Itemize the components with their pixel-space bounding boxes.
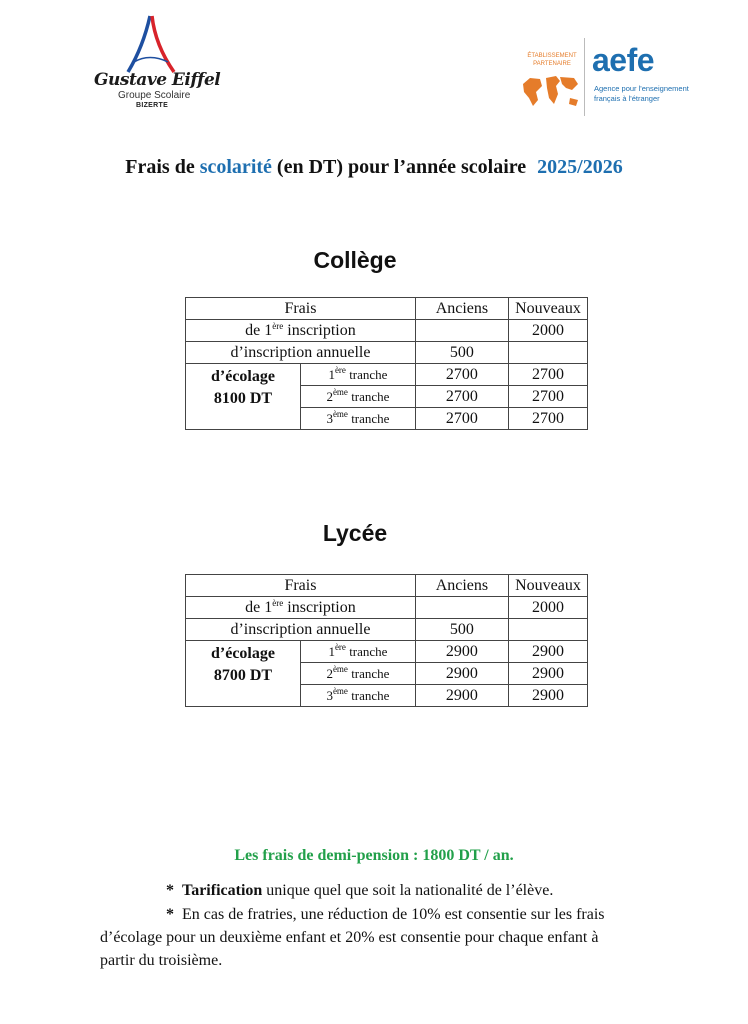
tranche-label: 2ème tranche [301, 663, 416, 685]
table-row [186, 320, 588, 342]
eiffel-tower-icon [92, 14, 222, 76]
tranche-label: 2ème tranche [301, 386, 416, 408]
college-fees-table [185, 297, 588, 430]
note-fratries-line3: partir du troisième. [100, 952, 223, 969]
cell-nouveaux: 2700 [508, 364, 587, 386]
aefe-agency-text: Agence pour l'enseignement français à l'étranger [594, 84, 689, 103]
cell-anciens: 500 [415, 619, 508, 641]
cell-nouveaux [508, 342, 587, 364]
note-tarification-bold: Tarification [182, 882, 263, 899]
cell-nouveaux: 2900 [508, 663, 587, 685]
cell-nouveaux: 2700 [508, 408, 587, 430]
ecolage-cell [186, 641, 301, 707]
note-fratries [100, 903, 700, 972]
first-inscription-label: de 1ère inscription [186, 597, 416, 619]
cell-anciens [415, 320, 508, 342]
aefe-logo [518, 38, 688, 118]
cell-anciens: 2900 [415, 685, 508, 707]
page-title [0, 156, 748, 179]
table-row [186, 364, 588, 386]
header-anciens: Anciens [415, 575, 508, 597]
note-tarification-text: unique quel que soit la nationalité de l’élève. [262, 882, 554, 899]
cell-nouveaux [508, 619, 587, 641]
lycee-heading: Lycée [322, 520, 388, 546]
cell-anciens: 2700 [415, 408, 508, 430]
ecolage-label: d’écolage [211, 368, 275, 385]
logo-divider [584, 38, 585, 116]
partner-badge-text: ÉTABLISSEMENT PARTENAIRE [527, 53, 577, 67]
header-nouveaux: Nouveaux [508, 298, 587, 320]
note-star: * [166, 882, 174, 899]
college-heading: Collège [313, 247, 397, 273]
logo-city: BIZERTE [136, 102, 169, 109]
cell-anciens: 2700 [415, 386, 508, 408]
cell-nouveaux: 2000 [508, 320, 587, 342]
header-frais: Frais [186, 298, 416, 320]
ecolage-total: 8700 DT [213, 667, 273, 684]
aefe-brand: aefe [592, 42, 655, 78]
title-part1: Frais de [125, 156, 200, 178]
gustave-eiffel-logo [92, 14, 222, 110]
table-header-row [186, 298, 588, 320]
tranche-label: 3ème tranche [301, 685, 416, 707]
table-row [186, 641, 588, 663]
table-row [186, 619, 588, 641]
ecolage-total: 8100 DT [213, 390, 273, 407]
header-nouveaux: Nouveaux [508, 575, 587, 597]
tranche-label: 1ère tranche [301, 364, 416, 386]
note-tarification [166, 879, 553, 902]
school-year: 2025/2026 [537, 156, 623, 178]
logo-subtitle: Groupe Scolaire [118, 90, 191, 101]
cell-anciens: 500 [415, 342, 508, 364]
cell-anciens: 2900 [415, 663, 508, 685]
table-row [186, 342, 588, 364]
table-header-row [186, 575, 588, 597]
cell-anciens [415, 597, 508, 619]
world-map-icon [520, 72, 582, 114]
logo-name: Gustave Eiffel [94, 70, 221, 90]
note-fratries-line1: * En cas de fratries, une réduction de 10% est consentie sur les frais [166, 906, 605, 923]
ecolage-label: d’écolage [211, 645, 275, 662]
first-inscription-label: de 1ère inscription [186, 320, 416, 342]
annual-inscription-label: d’inscription annuelle [186, 619, 416, 641]
cell-nouveaux: 2000 [508, 597, 587, 619]
tranche-label: 3ème tranche [301, 408, 416, 430]
cell-anciens: 2900 [415, 641, 508, 663]
table-row [186, 597, 588, 619]
demi-pension-note: Les frais de demi-pension : 1800 DT / an. [234, 847, 514, 864]
tranche-label: 1ère tranche [301, 641, 416, 663]
cell-nouveaux: 2900 [508, 641, 587, 663]
title-highlight: scolarité [199, 156, 272, 178]
cell-nouveaux: 2700 [508, 386, 587, 408]
cell-anciens: 2700 [415, 364, 508, 386]
title-part2: (en DT) pour l’année scolaire [271, 156, 527, 178]
lycee-fees-table [185, 574, 588, 707]
annual-inscription-label: d’inscription annuelle [186, 342, 416, 364]
header-frais: Frais [186, 575, 416, 597]
note-fratries-line2: d’écolage pour un deuxième enfant et 20% est consentie pour chaque enfant à [100, 929, 599, 946]
cell-nouveaux: 2900 [508, 685, 587, 707]
header-anciens: Anciens [415, 298, 508, 320]
ecolage-cell [186, 364, 301, 430]
